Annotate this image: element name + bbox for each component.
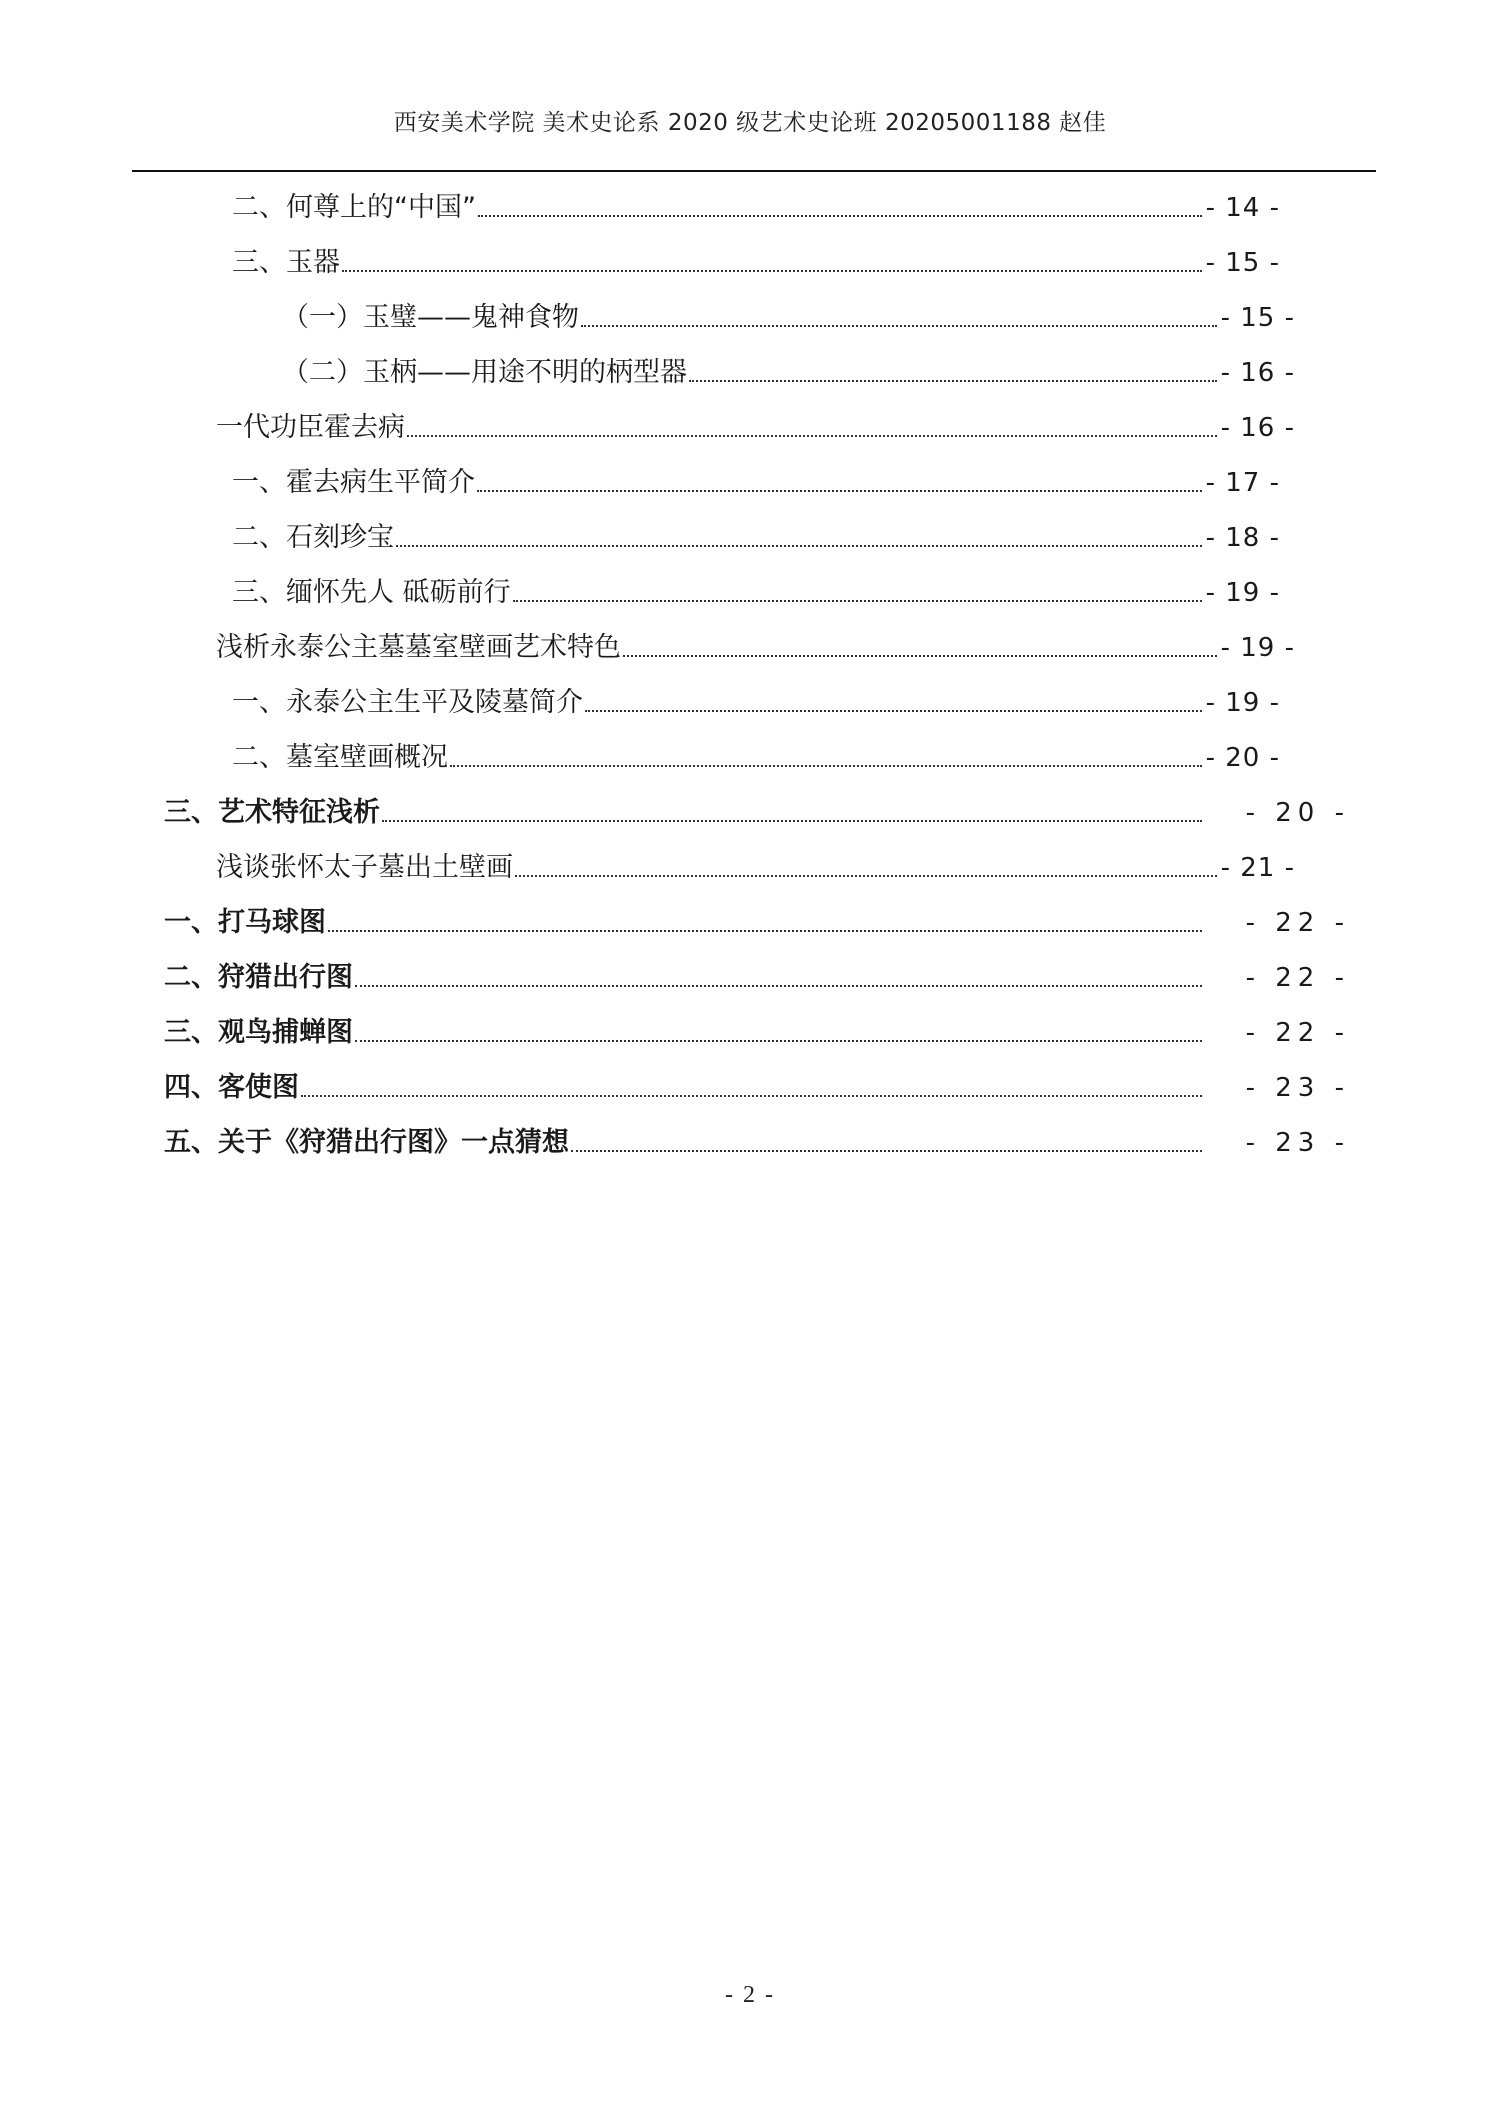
toc-entry-page: - 19 -	[1205, 688, 1280, 718]
toc-leader	[328, 930, 1202, 932]
toc-entry-label: 一、打马球图	[164, 907, 326, 938]
toc-leader	[301, 1095, 1202, 1097]
toc-entry-label: 一代功臣霍去病	[216, 412, 405, 443]
toc-entry-page: - 18 -	[1205, 523, 1280, 553]
toc-leader	[515, 875, 1217, 877]
toc-entry-label: 一、永泰公主生平及陵墓简介	[232, 687, 583, 718]
toc-entry-label: 浅析永泰公主墓墓室壁画艺术特色	[216, 632, 621, 663]
toc-entry-label: 一、霍去病生平简介	[232, 467, 475, 498]
toc-entry[interactable]	[232, 241, 1280, 281]
toc-entry-page: - 21 -	[1220, 853, 1295, 883]
toc-entry-page: - 22 -	[1245, 908, 1350, 938]
toc-entry-label: （二）玉柄——用途不明的柄型器	[282, 357, 687, 388]
toc-entry-label: 四、客使图	[164, 1072, 299, 1103]
toc-entry-page: - 16 -	[1220, 358, 1295, 388]
toc-entry[interactable]	[232, 516, 1280, 556]
toc-entry-page: - 22 -	[1245, 963, 1350, 993]
toc-entry[interactable]	[232, 736, 1280, 776]
toc-leader	[585, 710, 1202, 712]
toc-entry[interactable]	[164, 791, 1350, 831]
toc-leader	[396, 545, 1202, 547]
page-header: 西安美术学院 美术史论系 2020 级艺术史论班 20205001188 赵佳	[393, 110, 1107, 136]
toc-entry-label: 五、关于《狩猎出行图》一点猜想	[164, 1127, 569, 1158]
toc-entry[interactable]	[216, 846, 1295, 886]
toc-leader	[342, 270, 1202, 272]
toc-entry-label: （一）玉璧——鬼神食物	[282, 302, 579, 333]
toc-entry-label: 三、缅怀先人 砥砺前行	[232, 577, 511, 608]
toc-entry[interactable]	[216, 626, 1295, 666]
toc-entry[interactable]	[232, 186, 1280, 226]
toc-entry-label: 浅谈张怀太子墓出土壁画	[216, 852, 513, 883]
toc-entry[interactable]	[282, 351, 1295, 391]
toc-leader	[450, 765, 1202, 767]
toc-leader	[513, 600, 1202, 602]
toc-entry[interactable]	[164, 1011, 1350, 1051]
toc-entry-page: - 23 -	[1245, 1073, 1350, 1103]
toc-leader	[355, 1040, 1202, 1042]
toc-leader	[623, 655, 1217, 657]
toc-entry[interactable]	[232, 571, 1280, 611]
toc-leader	[478, 215, 1202, 217]
toc-entry-label: 三、观鸟捕蝉图	[164, 1017, 353, 1048]
toc-leader	[382, 820, 1202, 822]
toc-entry[interactable]	[164, 1121, 1350, 1161]
page-number: - 2 -	[725, 1982, 775, 2008]
toc-entry-page: - 20 -	[1245, 798, 1350, 828]
toc-entry-page: - 23 -	[1245, 1128, 1350, 1158]
toc-entry[interactable]	[164, 901, 1350, 941]
toc-entry[interactable]	[232, 461, 1280, 501]
toc-leader	[407, 435, 1217, 437]
toc-entry-label: 三、玉器	[232, 247, 340, 278]
toc-leader	[581, 325, 1217, 327]
toc-leader	[355, 985, 1202, 987]
toc-entry-label: 二、墓室壁画概况	[232, 742, 448, 773]
toc-leader	[571, 1150, 1202, 1152]
toc-entry-page: - 19 -	[1220, 633, 1295, 663]
toc-leader	[477, 490, 1202, 492]
toc-entry-label: 二、狩猎出行图	[164, 962, 353, 993]
toc-entry-page: - 20 -	[1205, 743, 1280, 773]
toc-entry-page: - 22 -	[1245, 1018, 1350, 1048]
toc-entry[interactable]	[164, 956, 1350, 996]
toc-entry[interactable]	[232, 681, 1280, 721]
toc-entry-label: 二、石刻珍宝	[232, 522, 394, 553]
toc-entry-page: - 17 -	[1205, 468, 1280, 498]
toc-entry-page: - 15 -	[1205, 248, 1280, 278]
toc-entry[interactable]	[282, 296, 1295, 336]
toc-entry-page: - 16 -	[1220, 413, 1295, 443]
toc-entry-page: - 19 -	[1205, 578, 1280, 608]
toc-entry-page: - 14 -	[1205, 193, 1280, 223]
toc-entry-label: 二、何尊上的“中国”	[232, 192, 476, 223]
toc-entry[interactable]	[216, 406, 1295, 446]
toc-entry-label: 三、艺术特征浅析	[164, 797, 380, 828]
toc-leader	[689, 380, 1217, 382]
toc-entry-page: - 15 -	[1220, 303, 1295, 333]
toc-entry[interactable]	[164, 1066, 1350, 1106]
